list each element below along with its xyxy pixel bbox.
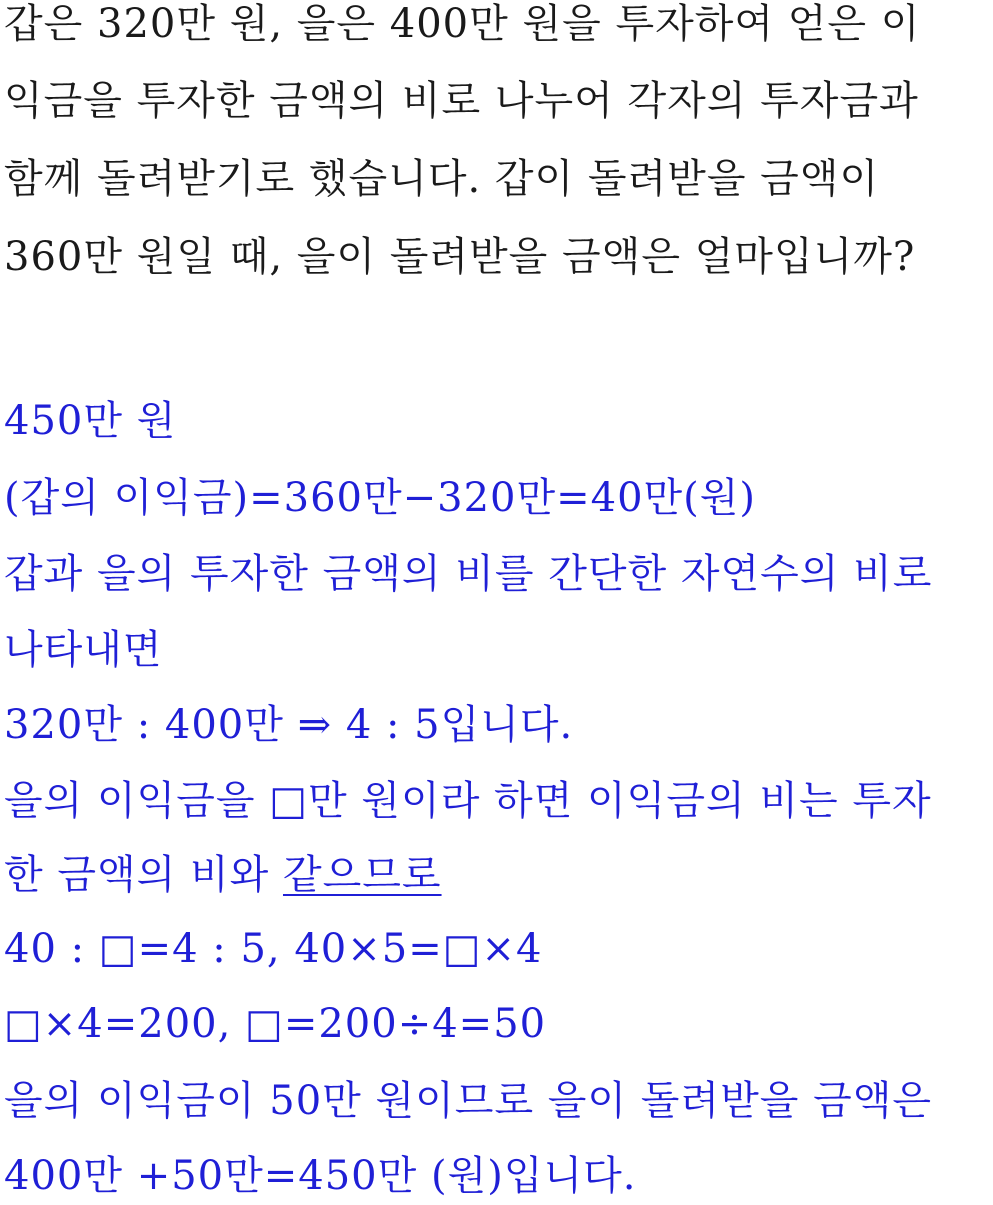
answer-line-2: 갑과 을의 투자한 금액의 비를 간단한 자연수의 비로 [4,551,933,597]
answer-line-8: □×4=200, □=200÷4=50 [4,1001,547,1047]
answer-line-1: (갑의 이익금)=360만−320만=40만(원) [4,475,757,521]
answer-line-5: 을의 이익금을 □만 원이라 하면 이익금의 비는 투자 [4,778,932,824]
question-line-4: 360만 원일 때, 을이 돌려받을 금액은 얼마입니까? [4,234,916,280]
answer-result: 450만 원 [4,398,177,444]
answer-line-10: 400만 +50만=450만 (원)입니다. [4,1153,637,1199]
question-line-1: 갑은 320만 원, 을은 400만 원을 투자하여 얻은 이 [4,1,921,47]
question-line-3: 함께 돌려받기로 했습니다. 갑이 돌려받을 금액이 [4,156,880,202]
answer-line-6: 한 금액의 비와 같으므로 [4,852,442,898]
answer-line-4: 320만 : 400만 ⇒ 4 : 5입니다. [4,702,574,748]
answer-line-3: 나타내면 [4,627,163,673]
answer-line-7: 40 : □=4 : 5, 40×5=□×4 [4,926,543,972]
underlined-phrase: 같으므로 [282,852,442,898]
question-line-2: 익금을 투자한 금액의 비로 나누어 각자의 투자금과 [4,78,919,124]
answer-line-9: 을의 이익금이 50만 원이므로 을이 돌려받을 금액은 [4,1078,932,1124]
